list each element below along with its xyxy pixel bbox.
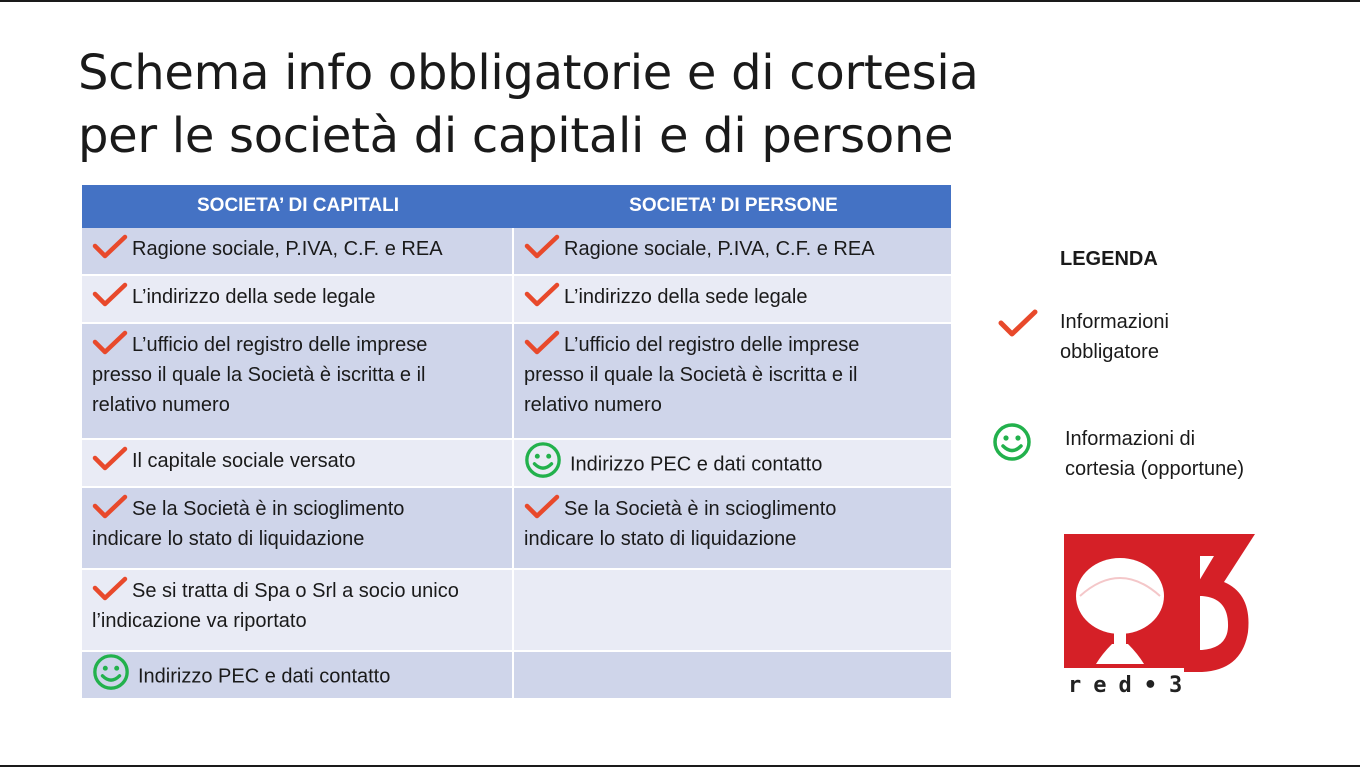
- slide-top-border: [0, 0, 1360, 2]
- cell-text-line: presso il quale la Società è iscritta e il: [524, 364, 858, 386]
- cell-persone: [514, 440, 951, 486]
- cell-persone: [514, 276, 951, 322]
- cell-text-line: Ragione sociale, P.IVA, C.F. e REA: [132, 238, 443, 260]
- cell-text-line: indicare lo stato di liquidazione: [524, 528, 797, 550]
- check-icon: [524, 233, 560, 261]
- cell-text-line: Indirizzo PEC e dati contatto: [138, 665, 391, 688]
- legend-check-icon: [998, 308, 1038, 340]
- table-header-row: [82, 185, 951, 228]
- check-icon: [92, 233, 128, 261]
- legend-item-obbligatorie-line-2: obbligatore: [1060, 341, 1159, 363]
- cell-text-line: Se la Società è in scioglimento: [564, 498, 837, 520]
- cell-text-line: L’indirizzo della sede legale: [132, 286, 376, 308]
- cell-text-line: relativo numero: [524, 394, 662, 416]
- table-row: [82, 324, 951, 440]
- cell-text-line: L’ufficio del registro delle imprese: [132, 334, 428, 356]
- check-icon: [92, 575, 128, 603]
- cell-text-line: indicare lo stato di liquidazione: [92, 528, 365, 550]
- legend-title: LEGENDA: [1060, 248, 1158, 270]
- slide-title: [78, 42, 1078, 168]
- cell-text-line: L’ufficio del registro delle imprese: [564, 334, 860, 356]
- cell-text-line: L’indirizzo della sede legale: [564, 286, 808, 308]
- cell-persone: [514, 324, 951, 438]
- cell-text-line: presso il quale la Società è iscritta e il: [92, 364, 426, 386]
- slide-bottom-border: [0, 765, 1360, 767]
- cell-capitali: [82, 570, 512, 650]
- cell-capitali: [82, 440, 512, 486]
- slide-title-line-1: Schema info obbligatorie e di cortesia: [78, 45, 979, 101]
- cell-capitali: [82, 324, 512, 438]
- cell-persone: [514, 570, 951, 650]
- cell-text-line: Ragione sociale, P.IVA, C.F. e REA: [564, 238, 875, 260]
- smiley-icon: [92, 653, 130, 691]
- legend-smiley-icon: [992, 422, 1032, 462]
- check-icon: [92, 281, 128, 309]
- cell-persone: [514, 488, 951, 568]
- table-row: [82, 440, 951, 488]
- table-row: [82, 652, 951, 700]
- red3-logo: [1062, 532, 1258, 697]
- table-row: [82, 570, 951, 652]
- cell-capitali: [82, 228, 512, 274]
- legend-item-cortesia-line-1: Informazioni di: [1065, 428, 1196, 450]
- smiley-icon: [524, 441, 562, 479]
- legend-item-obbligatorie-line-1: Informazioni: [1060, 311, 1169, 333]
- header-capitali: SOCIETA’ DI CAPITALI: [82, 185, 512, 228]
- info-table: [82, 185, 951, 700]
- cell-persone: [514, 652, 951, 698]
- cell-capitali: [82, 488, 512, 568]
- logo-wordmark: red•3: [1068, 673, 1195, 697]
- check-icon: [524, 329, 560, 357]
- cell-text-line: relativo numero: [92, 394, 230, 416]
- table-body: [82, 228, 951, 700]
- legend-item-obbligatorie: [1060, 307, 1280, 367]
- slide-title-line-2: per le società di capitali e di persone: [78, 108, 954, 164]
- table-row: [82, 276, 951, 324]
- cell-text-line: Il capitale sociale versato: [132, 450, 356, 472]
- table-row: [82, 228, 951, 276]
- check-icon: [92, 493, 128, 521]
- cell-text-line: Se la Società è in scioglimento: [132, 498, 405, 520]
- cell-text-line: l’indicazione va riportato: [92, 610, 307, 632]
- check-icon: [92, 445, 128, 473]
- legend-item-cortesia: [1065, 424, 1305, 484]
- check-icon: [524, 281, 560, 309]
- table-row: [82, 488, 951, 570]
- cell-text-line: Indirizzo PEC e dati contatto: [570, 453, 823, 476]
- cell-text-line: Se si tratta di Spa o Srl a socio unico: [132, 580, 459, 602]
- cell-capitali: [82, 652, 512, 698]
- cell-capitali: [82, 276, 512, 322]
- legend-item-cortesia-line-2: cortesia (opportune): [1065, 458, 1244, 480]
- cell-persone: [514, 228, 951, 274]
- check-icon: [524, 493, 560, 521]
- header-persone: SOCIETA’ DI PERSONE: [514, 185, 951, 228]
- check-icon: [92, 329, 128, 357]
